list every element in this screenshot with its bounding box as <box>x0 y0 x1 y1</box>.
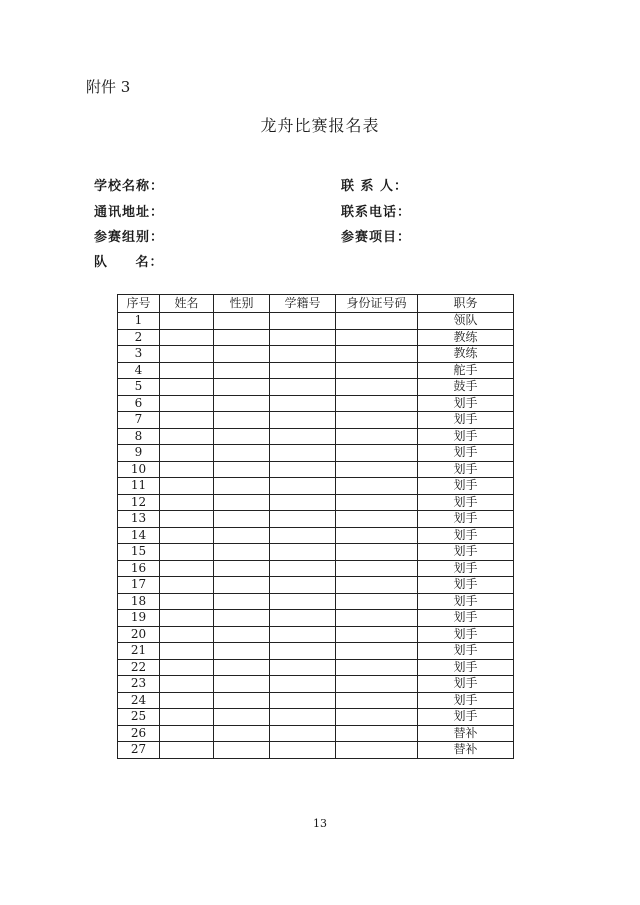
group-label: 参赛组别： <box>94 230 165 245</box>
name-cell[interactable] <box>160 742 214 759</box>
table-row <box>118 379 514 396</box>
role-cell: 划手 <box>418 428 514 445</box>
id-card-cell[interactable] <box>336 692 418 709</box>
row-number: 4 <box>118 362 160 379</box>
header-student-id: 学籍号 <box>270 295 336 313</box>
gender-cell[interactable] <box>214 560 270 577</box>
role-cell: 划手 <box>418 461 514 478</box>
gender-cell[interactable] <box>214 362 270 379</box>
name-cell[interactable] <box>160 478 214 495</box>
role-cell: 划手 <box>418 527 514 544</box>
id-card-cell[interactable] <box>336 659 418 676</box>
name-cell[interactable] <box>160 329 214 346</box>
table-row <box>118 395 514 412</box>
row-number: 13 <box>118 511 160 528</box>
id-card-cell[interactable] <box>336 725 418 742</box>
page-number: 13 <box>313 817 327 830</box>
id-card-cell[interactable] <box>336 626 418 643</box>
table-row <box>118 593 514 610</box>
role-cell: 划手 <box>418 692 514 709</box>
id-card-cell[interactable] <box>336 577 418 594</box>
student-id-cell[interactable] <box>270 379 336 396</box>
student-id-cell[interactable] <box>270 362 336 379</box>
student-id-cell[interactable] <box>270 725 336 742</box>
gender-cell[interactable] <box>214 511 270 528</box>
gender-cell[interactable] <box>214 692 270 709</box>
role-cell: 划手 <box>418 412 514 429</box>
gender-cell[interactable] <box>214 610 270 627</box>
gender-cell[interactable] <box>214 329 270 346</box>
row-number: 8 <box>118 428 160 445</box>
table-row <box>118 362 514 379</box>
student-id-cell[interactable] <box>270 329 336 346</box>
table-row <box>118 560 514 577</box>
role-cell: 划手 <box>418 544 514 561</box>
role-cell: 划手 <box>418 676 514 693</box>
table-header-row <box>118 295 514 313</box>
row-number: 15 <box>118 544 160 561</box>
role-cell: 划手 <box>418 709 514 726</box>
student-id-cell[interactable] <box>270 709 336 726</box>
name-cell[interactable] <box>160 725 214 742</box>
name-cell[interactable] <box>160 560 214 577</box>
role-cell: 划手 <box>418 610 514 627</box>
name-cell[interactable] <box>160 428 214 445</box>
table-row <box>118 527 514 544</box>
role-cell: 舵手 <box>418 362 514 379</box>
role-cell: 划手 <box>418 494 514 511</box>
table-body <box>118 313 514 759</box>
table-row <box>118 461 514 478</box>
gender-cell[interactable] <box>214 544 270 561</box>
header-serial: 序号 <box>118 295 160 313</box>
name-cell[interactable] <box>160 527 214 544</box>
registration-table <box>117 294 514 759</box>
role-cell: 划手 <box>418 659 514 676</box>
table-row <box>118 676 514 693</box>
school-name-label: 学校名称： <box>94 179 165 194</box>
id-card-cell[interactable] <box>336 527 418 544</box>
gender-cell[interactable] <box>214 346 270 363</box>
id-card-cell[interactable] <box>336 362 418 379</box>
role-cell: 划手 <box>418 511 514 528</box>
student-id-cell[interactable] <box>270 676 336 693</box>
student-id-cell[interactable] <box>270 494 336 511</box>
name-cell[interactable] <box>160 610 214 627</box>
row-number: 9 <box>118 445 160 462</box>
student-id-cell[interactable] <box>270 346 336 363</box>
name-cell[interactable] <box>160 577 214 594</box>
gender-cell[interactable] <box>214 659 270 676</box>
student-id-cell[interactable] <box>270 428 336 445</box>
id-card-cell[interactable] <box>336 379 418 396</box>
student-id-cell[interactable] <box>270 742 336 759</box>
phone-label: 联系电话： <box>341 205 412 220</box>
table-row <box>118 313 514 330</box>
student-id-cell[interactable] <box>270 461 336 478</box>
row-number: 11 <box>118 478 160 495</box>
gender-cell[interactable] <box>214 709 270 726</box>
row-number: 25 <box>118 709 160 726</box>
id-card-cell[interactable] <box>336 544 418 561</box>
row-number: 1 <box>118 313 160 330</box>
name-cell[interactable] <box>160 313 214 330</box>
gender-cell[interactable] <box>214 379 270 396</box>
table-row <box>118 445 514 462</box>
row-number: 24 <box>118 692 160 709</box>
id-card-cell[interactable] <box>336 593 418 610</box>
team-name-label: 队 名： <box>94 255 164 270</box>
id-card-cell[interactable] <box>336 676 418 693</box>
id-card-cell[interactable] <box>336 610 418 627</box>
role-cell: 划手 <box>418 577 514 594</box>
contact-person-label: 联 系 人： <box>341 179 409 194</box>
table-row <box>118 709 514 726</box>
role-cell: 划手 <box>418 478 514 495</box>
id-card-cell[interactable] <box>336 478 418 495</box>
gender-cell[interactable] <box>214 412 270 429</box>
table-row <box>118 412 514 429</box>
table-row <box>118 577 514 594</box>
role-cell: 划手 <box>418 395 514 412</box>
name-cell[interactable] <box>160 346 214 363</box>
row-number: 17 <box>118 577 160 594</box>
row-number: 22 <box>118 659 160 676</box>
role-cell: 划手 <box>418 593 514 610</box>
gender-cell[interactable] <box>214 478 270 495</box>
name-cell[interactable] <box>160 379 214 396</box>
name-cell[interactable] <box>160 461 214 478</box>
table-row <box>118 659 514 676</box>
student-id-cell[interactable] <box>270 395 336 412</box>
row-number: 27 <box>118 742 160 759</box>
name-cell[interactable] <box>160 593 214 610</box>
id-card-cell[interactable] <box>336 643 418 660</box>
table-row <box>118 329 514 346</box>
gender-cell[interactable] <box>214 527 270 544</box>
name-cell[interactable] <box>160 445 214 462</box>
student-id-cell[interactable] <box>270 610 336 627</box>
id-card-cell[interactable] <box>336 395 418 412</box>
student-id-cell[interactable] <box>270 626 336 643</box>
row-number: 18 <box>118 593 160 610</box>
student-id-cell[interactable] <box>270 445 336 462</box>
row-number: 16 <box>118 560 160 577</box>
header-name: 姓名 <box>160 295 214 313</box>
gender-cell[interactable] <box>214 643 270 660</box>
id-card-cell[interactable] <box>336 494 418 511</box>
name-cell[interactable] <box>160 626 214 643</box>
name-cell[interactable] <box>160 709 214 726</box>
id-card-cell[interactable] <box>336 445 418 462</box>
role-cell: 替补 <box>418 742 514 759</box>
gender-cell[interactable] <box>214 428 270 445</box>
table-row <box>118 725 514 742</box>
gender-cell[interactable] <box>214 494 270 511</box>
student-id-cell[interactable] <box>270 692 336 709</box>
event-label: 参赛项目： <box>341 230 412 245</box>
role-cell: 划手 <box>418 445 514 462</box>
table-row <box>118 626 514 643</box>
header-role: 职务 <box>418 295 514 313</box>
table-row <box>118 742 514 759</box>
row-number: 6 <box>118 395 160 412</box>
table-row <box>118 643 514 660</box>
id-card-cell[interactable] <box>336 428 418 445</box>
row-number: 2 <box>118 329 160 346</box>
id-card-cell[interactable] <box>336 511 418 528</box>
row-number: 7 <box>118 412 160 429</box>
id-card-cell[interactable] <box>336 709 418 726</box>
id-card-cell[interactable] <box>336 742 418 759</box>
gender-cell[interactable] <box>214 593 270 610</box>
name-cell[interactable] <box>160 692 214 709</box>
table-row <box>118 511 514 528</box>
id-card-cell[interactable] <box>336 313 418 330</box>
header-id-card: 身份证号码 <box>336 295 418 313</box>
student-id-cell[interactable] <box>270 544 336 561</box>
student-id-cell[interactable] <box>270 478 336 495</box>
name-cell[interactable] <box>160 676 214 693</box>
gender-cell[interactable] <box>214 445 270 462</box>
form-title: 龙舟比赛报名表 <box>260 116 380 135</box>
student-id-cell[interactable] <box>270 412 336 429</box>
gender-cell[interactable] <box>214 676 270 693</box>
id-card-cell[interactable] <box>336 461 418 478</box>
student-id-cell[interactable] <box>270 659 336 676</box>
name-cell[interactable] <box>160 362 214 379</box>
id-card-cell[interactable] <box>336 346 418 363</box>
row-number: 19 <box>118 610 160 627</box>
row-number: 23 <box>118 676 160 693</box>
role-cell: 教练 <box>418 346 514 363</box>
row-number: 20 <box>118 626 160 643</box>
role-cell: 鼓手 <box>418 379 514 396</box>
name-cell[interactable] <box>160 544 214 561</box>
table-row <box>118 494 514 511</box>
student-id-cell[interactable] <box>270 593 336 610</box>
row-number: 10 <box>118 461 160 478</box>
name-cell[interactable] <box>160 494 214 511</box>
address-label: 通讯地址： <box>94 205 165 220</box>
gender-cell[interactable] <box>214 461 270 478</box>
gender-cell[interactable] <box>214 742 270 759</box>
gender-cell[interactable] <box>214 577 270 594</box>
role-cell: 教练 <box>418 329 514 346</box>
attachment-label: 附件 3 <box>86 78 131 96</box>
role-cell: 划手 <box>418 643 514 660</box>
table-row <box>118 544 514 561</box>
id-card-cell[interactable] <box>336 412 418 429</box>
id-card-cell[interactable] <box>336 329 418 346</box>
table-row <box>118 692 514 709</box>
name-cell[interactable] <box>160 659 214 676</box>
role-cell: 替补 <box>418 725 514 742</box>
gender-cell[interactable] <box>214 313 270 330</box>
role-cell: 领队 <box>418 313 514 330</box>
name-cell[interactable] <box>160 412 214 429</box>
table-row <box>118 478 514 495</box>
gender-cell[interactable] <box>214 395 270 412</box>
table-row <box>118 610 514 627</box>
id-card-cell[interactable] <box>336 560 418 577</box>
gender-cell[interactable] <box>214 626 270 643</box>
table-row <box>118 346 514 363</box>
gender-cell[interactable] <box>214 725 270 742</box>
name-cell[interactable] <box>160 511 214 528</box>
student-id-cell[interactable] <box>270 527 336 544</box>
row-number: 3 <box>118 346 160 363</box>
student-id-cell[interactable] <box>270 313 336 330</box>
student-id-cell[interactable] <box>270 511 336 528</box>
name-cell[interactable] <box>160 643 214 660</box>
role-cell: 划手 <box>418 626 514 643</box>
header-gender: 性别 <box>214 295 270 313</box>
student-id-cell[interactable] <box>270 560 336 577</box>
student-id-cell[interactable] <box>270 577 336 594</box>
row-number: 21 <box>118 643 160 660</box>
row-number: 14 <box>118 527 160 544</box>
role-cell: 划手 <box>418 560 514 577</box>
name-cell[interactable] <box>160 395 214 412</box>
row-number: 5 <box>118 379 160 396</box>
student-id-cell[interactable] <box>270 643 336 660</box>
row-number: 26 <box>118 725 160 742</box>
table-row <box>118 428 514 445</box>
row-number: 12 <box>118 494 160 511</box>
